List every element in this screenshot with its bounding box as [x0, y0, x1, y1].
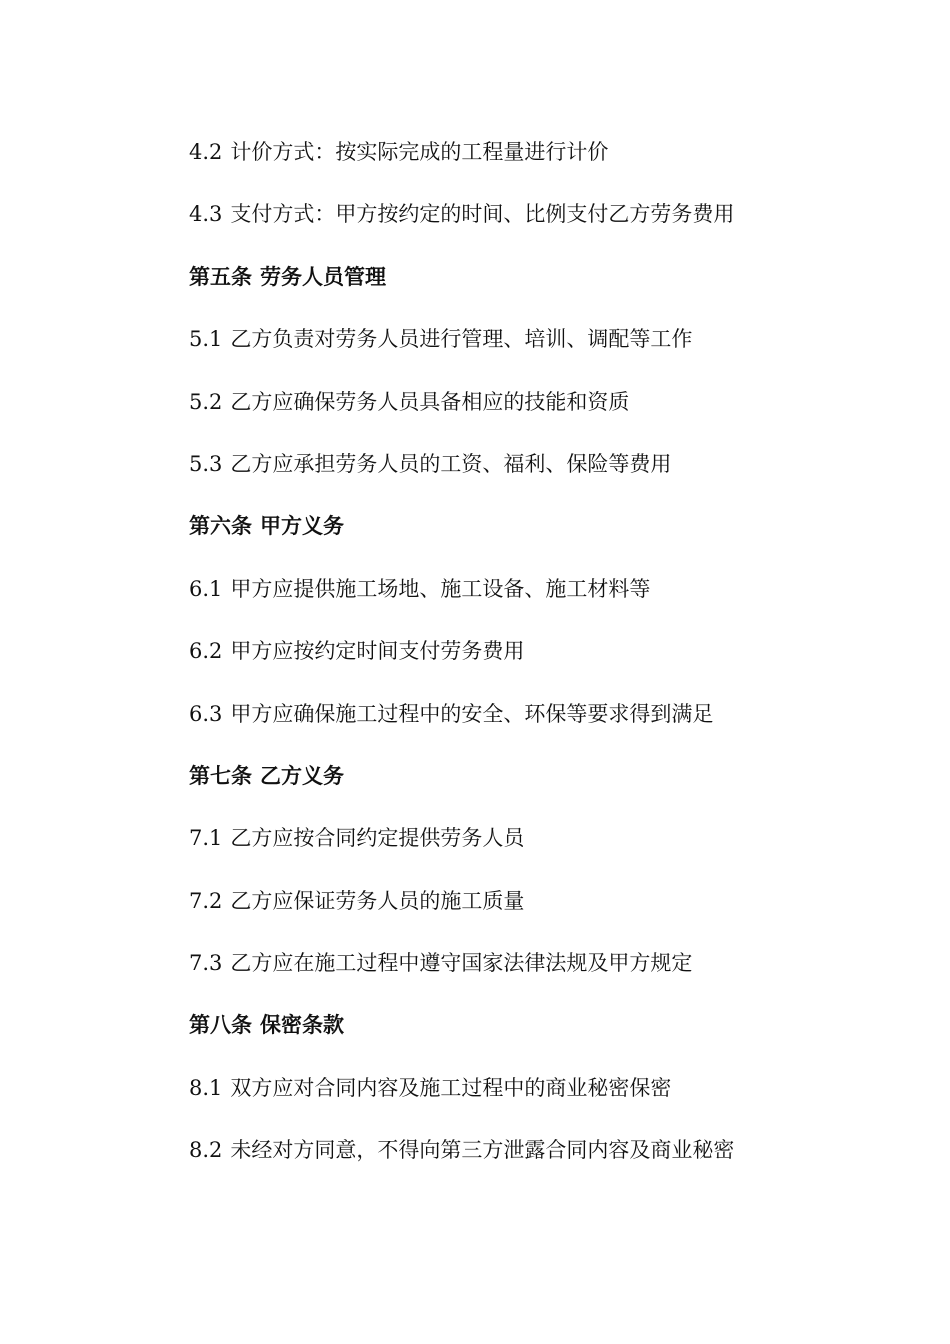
clause-text: 计价方式：按实际完成的工程量进行计价 — [230, 140, 609, 164]
clause-number: 6.2 — [189, 639, 223, 664]
clause-text: 乙方应在施工过程中遵守国家法律法规及甲方规定 — [230, 951, 693, 976]
clause-number: 5.2 — [189, 389, 223, 414]
clause-8-2 — [189, 1136, 889, 1198]
clause-5-3 — [189, 450, 889, 512]
clause-text: 乙方应承担劳务人员的工资、福利、保险等费用 — [230, 451, 672, 476]
clause-6-3 — [189, 700, 889, 762]
clause-number: 6.1 — [189, 576, 223, 601]
clause-number: 7.2 — [189, 888, 223, 913]
article-5-heading — [189, 263, 889, 325]
article-number: 第八条 — [189, 1013, 252, 1038]
clause-5-2 — [189, 388, 889, 450]
clause-4-3 — [189, 200, 889, 262]
article-title: 甲方义务 — [260, 514, 344, 539]
clause-text: 甲方应确保施工过程中的安全、环保等要求得到满足 — [230, 701, 714, 726]
clause-text: 双方应对合同内容及施工过程中的商业秘密保密 — [230, 1075, 672, 1100]
clause-number: 8.2 — [189, 1138, 223, 1163]
clause-number: 7.3 — [189, 951, 223, 976]
article-title: 乙方义务 — [260, 763, 344, 788]
clause-text: 甲方应按约定时间支付劳务费用 — [230, 639, 525, 664]
article-7-heading — [189, 762, 889, 824]
clause-8-1 — [189, 1074, 889, 1136]
article-number: 第六条 — [189, 514, 252, 539]
clause-number: 6.3 — [189, 701, 223, 726]
clause-6-1 — [189, 575, 889, 637]
clause-4-2 — [189, 138, 889, 200]
clause-number: 4.3 — [189, 202, 223, 227]
article-title: 劳务人员管理 — [260, 264, 386, 289]
clause-number: 4.2 — [189, 140, 223, 164]
document-body — [189, 138, 889, 1199]
clause-6-2 — [189, 637, 889, 699]
clause-text: 乙方应确保劳务人员具备相应的技能和资质 — [230, 389, 630, 414]
clause-text: 未经对方同意，不得向第三方泄露合同内容及商业秘密 — [230, 1138, 735, 1163]
clause-7-2 — [189, 887, 889, 949]
clause-text: 甲方应提供施工场地、施工设备、施工材料等 — [230, 576, 651, 601]
article-8-heading — [189, 1011, 889, 1073]
clause-7-3 — [189, 949, 889, 1011]
clause-text: 支付方式：甲方按约定的时间、比例支付乙方劳务费用 — [230, 202, 735, 227]
clause-number: 7.1 — [189, 826, 223, 851]
clause-number: 5.1 — [189, 327, 223, 352]
article-number: 第七条 — [189, 763, 252, 788]
article-title: 保密条款 — [260, 1013, 344, 1038]
clause-number: 8.1 — [189, 1075, 223, 1100]
clause-7-1 — [189, 824, 889, 886]
article-number: 第五条 — [189, 264, 252, 289]
clause-number: 5.3 — [189, 451, 223, 476]
clause-text: 乙方负责对劳务人员进行管理、培训、调配等工作 — [230, 327, 693, 352]
clause-text: 乙方应保证劳务人员的施工质量 — [230, 888, 525, 913]
article-6-heading — [189, 512, 889, 574]
clause-5-1 — [189, 325, 889, 387]
clause-text: 乙方应按合同约定提供劳务人员 — [230, 826, 525, 851]
